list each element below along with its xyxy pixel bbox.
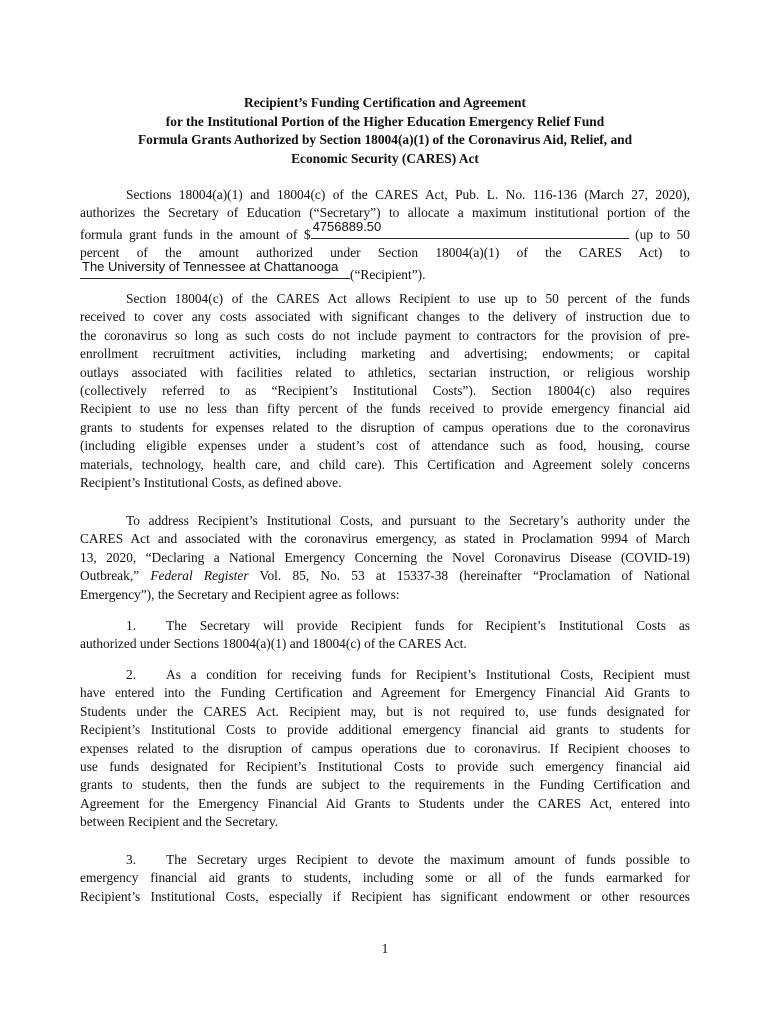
grant-amount-value: 4756889.50 (312, 219, 382, 235)
text-line: The Secretary will provide Recipient funds for Recipient’s Institutional Costs as (166, 618, 690, 633)
numbered-item-3 (80, 851, 690, 906)
text-line: formula grant funds in the amount of $ (80, 226, 311, 242)
text-line: have entered into the Funding Certification and Agreement for Emergency Financial Aid Grants to (80, 685, 690, 701)
text-line: Sections 18004(a)(1) and 18004(c) of the CARES Act, Pub. L. No. 116-136 (March 27, 2020), (126, 187, 690, 202)
text-line: As a condition for receiving funds for Recipient’s Institutional Costs, Recipient must (166, 667, 690, 682)
text-line: Agreement for the Emergency Financial Aid Grants to Students under the CARES Act, entered into (80, 795, 690, 811)
text-line: received to cover any costs associated with significant changes to the delivery of instruction due to (80, 309, 690, 325)
text-line: Outbreak,” (80, 568, 151, 584)
grant-amount-field[interactable] (311, 219, 629, 239)
text-line: emergency financial aid grants to students, including some or all of the funds earmarked for (80, 870, 690, 886)
text-line: 13, 2020, “Declaring a National Emergency Concerning the Novel Coronavirus Disease (COVID-19) (80, 549, 690, 565)
text-line: CARES Act and associated with the coronavirus emergency, as stated in Proclamation 9994 of March (80, 531, 690, 547)
federal-register-citation: Federal Register (150, 568, 249, 584)
text-line: To address Recipient’s Institutional Costs, and pursuant to the Secretary’s authority under the (126, 513, 690, 528)
recipient-name-field[interactable] (80, 259, 350, 279)
title-line: for the Institutional Portion of the Higher Education Emergency Relief Fund (165, 113, 605, 129)
text-line: percent of the amount authorized under Section 18004(a)(1) of the CARES Act) to (80, 245, 690, 261)
page-number: 1 (381, 941, 389, 956)
text-line: authorizes the Secretary of Education (“Secretary”) to allocate a maximum institutional portion of the (80, 205, 690, 221)
text-line: enrollment recruitment activities, including marketing and advertising; endowments; or capital (80, 346, 690, 362)
text-line: materials, technology, health care, and child care). This Certification and Agreement solely concerns (80, 456, 690, 472)
intro-paragraph (80, 186, 690, 284)
text-line: (including eligible expenses under a student’s cost of attendance such as food, housing, course (80, 438, 690, 454)
title-line: Formula Grants Authorized by Section 18004(a)(1) of the Coronavirus Aid, Relief, and (137, 132, 633, 148)
text-line: Recipient’s Institutional Costs to provide additional emergency financial aid grants to students for (80, 722, 690, 738)
numbered-item-1 (80, 617, 690, 654)
title-line: Recipient’s Funding Certification and Agreement (244, 95, 526, 110)
text-line: grants to students, then the funds are subject to the requirements in the Funding Certification and (80, 777, 690, 793)
text-line: (“Recipient”). (350, 266, 426, 282)
text-line: grants to students for expenses related to the disruption of campus operations due to the coronavirus (80, 419, 690, 435)
text-line: outlays associated with facilities related to athletics, sectarian instruction, or religious worship (80, 364, 690, 380)
text-line: Emergency”), the Secretary and Recipient agree as follows: (80, 586, 400, 602)
recipient-name-value: The University of Tennessee at Chattanooga (82, 259, 339, 275)
text-line: (collectively referred to as “Recipient’s Institutional Costs”). Section 18004(c) also requires (80, 383, 690, 399)
text-line: Recipient to use no less than fifty percent of the funds received to provide emergency financial aid (80, 401, 690, 417)
text-line: Recipient’s Institutional Costs, as defined above. (80, 475, 342, 491)
text-line: authorized under Sections 18004(a)(1) and 18004(c) of the CARES Act. (80, 636, 467, 652)
numbered-item-2 (80, 666, 690, 832)
item-number: 2. (126, 667, 137, 682)
text-line: The Secretary urges Recipient to devote the maximum amount of funds possible to (166, 852, 690, 867)
text-line: Section 18004(c) of the CARES Act allows Recipient to use up to 50 percent of the funds (126, 291, 690, 306)
costs-paragraph (80, 290, 690, 492)
text-line: expenses related to the disruption of campus operations due to coronavirus. If Recipient chooses to (80, 740, 690, 756)
item-number: 3. (126, 852, 137, 867)
item-number: 1. (126, 618, 137, 633)
text-line: Vol. 85, No. 53 at 15337-38 (hereinafter “Proclamation of National (248, 568, 690, 584)
title-line: Economic Security (CARES) Act (291, 150, 479, 166)
document-title (80, 94, 690, 168)
agreement-intro-paragraph (80, 512, 690, 604)
text-line: (up to 50 (628, 226, 690, 242)
text-line: use funds designated for Recipient’s Institutional Costs to provide such emergency financial aid (80, 759, 690, 775)
text-line: Students under the CARES Act. Recipient may, but is not required to, use funds designated for (80, 703, 690, 719)
text-line: the coronavirus so long as such costs do not include payment to contractors for the provision of pre- (80, 327, 690, 343)
text-line: Recipient’s Institutional Costs, especially if Recipient has significant endowment or other resources (80, 888, 690, 904)
text-line: between Recipient and the Secretary. (80, 814, 279, 830)
